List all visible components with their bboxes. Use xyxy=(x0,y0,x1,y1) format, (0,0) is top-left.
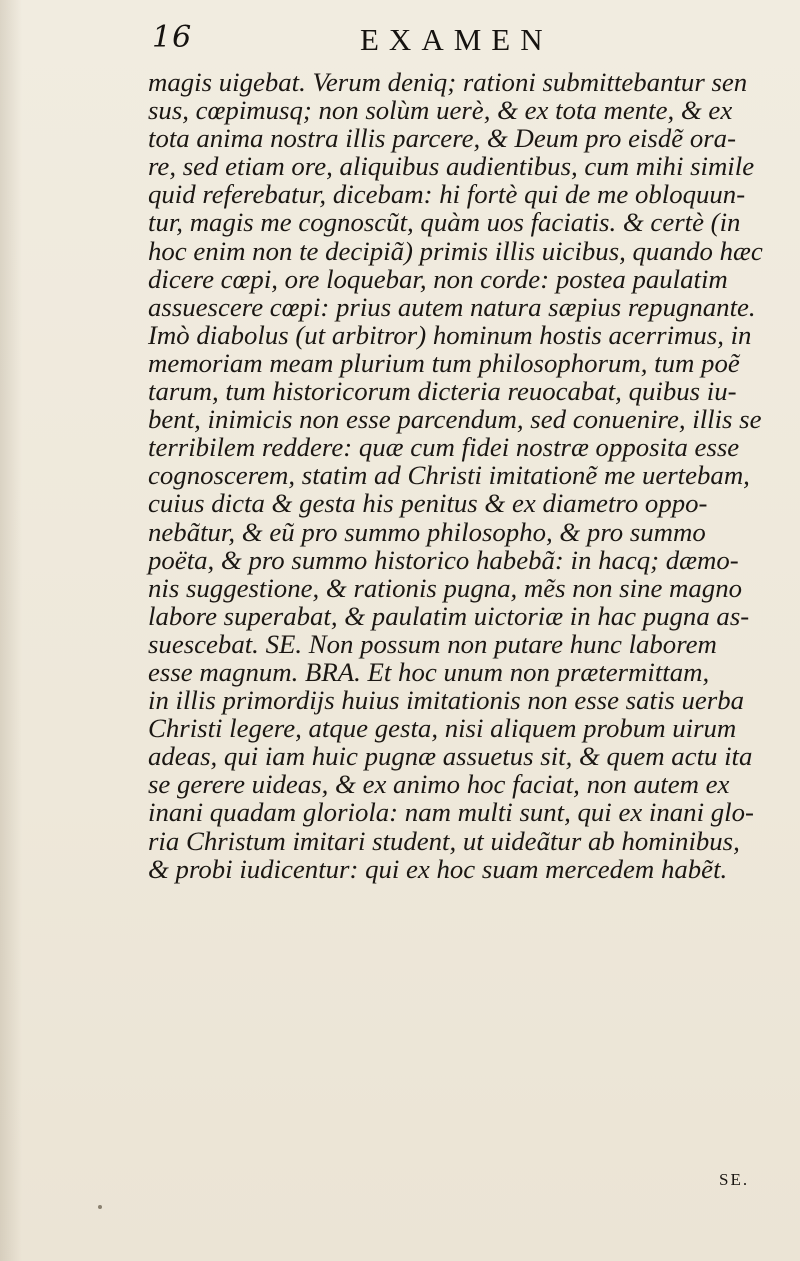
ink-speck xyxy=(98,1205,102,1209)
text-line: cognoscerem, statim ad Christi imitationẽ me uertebam, xyxy=(148,460,750,491)
page-number: 16 xyxy=(152,20,193,55)
text-line: nis suggestione, & rationis pugna, mẽs non sine magno xyxy=(148,572,742,603)
text-line: labore superabat, & paulatim uictoriæ in hac pugna as- xyxy=(148,600,750,631)
text-line: dicere cœpi, ore loquebar, non corde: postea paulatim xyxy=(148,263,728,294)
catchword: SE. xyxy=(719,1170,750,1189)
text-line: & probi iudicentur: qui ex hoc suam mercedem habẽt. xyxy=(148,853,728,884)
text-line: bent, inimicis non esse parcendum, sed conuenire, illis se xyxy=(148,404,762,435)
text-line: adeas, qui iam huic pugnæ assuetus sit, & quem actu ita xyxy=(148,741,753,772)
page-gutter-shadow xyxy=(0,0,22,1261)
text-line: magis uigebat. Verum deniq; rationi submittebantur sen xyxy=(148,67,748,97)
text-line: sus, cœpimusq; non solùm uerè, & ex tota mente, & ex xyxy=(148,95,733,126)
text-line: nebãtur, & eũ pro summo philosopho, & pro summo xyxy=(148,516,706,547)
text-line: re, sed etiam ore, aliquibus audientibus, cum mihi simile xyxy=(148,151,755,182)
text-line: suescebat. SE. Non possum non putare hunc laborem xyxy=(148,628,717,659)
text-line: quid referebatur, dicebam: hi fortè qui de me obloquun- xyxy=(148,179,746,210)
text-line: terribilem reddere: quæ cum fidei nostræ opposita esse xyxy=(148,432,740,463)
text-line: cuius dicta & gesta his penitus & ex diametro oppo- xyxy=(148,488,708,519)
text-line: Christi legere, atque gesta, nisi aliquem probum uirum xyxy=(148,713,737,744)
text-line: inani quadam gloriola: nam multi sunt, qui ex inani glo- xyxy=(148,797,754,828)
text-line: memoriam meam plurium tum philosophorum, tum poẽ xyxy=(148,347,740,378)
text-line: Imò diabolus (ut arbitror) hominum hostis acerrimus, in xyxy=(148,319,752,350)
running-head: EXAMEN xyxy=(360,22,553,57)
text-line: in illis primordijs huius imitationis non esse satis uerba xyxy=(148,685,745,716)
text-line: ria Christum imitari student, ut uideãtur ab hominibus, xyxy=(148,825,740,856)
text-line: assuescere cœpi: prius autem natura sæpius repugnante. xyxy=(148,291,756,322)
text-line: poëta, & pro summo historico habebã: in hacq; dæmo- xyxy=(148,544,739,575)
text-line: esse magnum. BRA. Et hoc unum non prætermittam, xyxy=(148,656,710,687)
text-line: tur, magis me cognoscũt, quàm uos faciatis. & certè (in xyxy=(148,207,741,238)
text-line: hoc enim non te decipiã) primis illis uicibus, quando hæc xyxy=(148,235,763,266)
text-line: tota anima nostra illis parcere, & Deum pro eisdẽ ora- xyxy=(148,123,737,154)
text-line: tarum, tum historicorum dicteria reuocabat, quibus iu- xyxy=(148,376,737,407)
body-text xyxy=(148,68,790,883)
text-line: se gerere uideas, & ex animo hoc faciat, non autem ex xyxy=(148,769,730,800)
